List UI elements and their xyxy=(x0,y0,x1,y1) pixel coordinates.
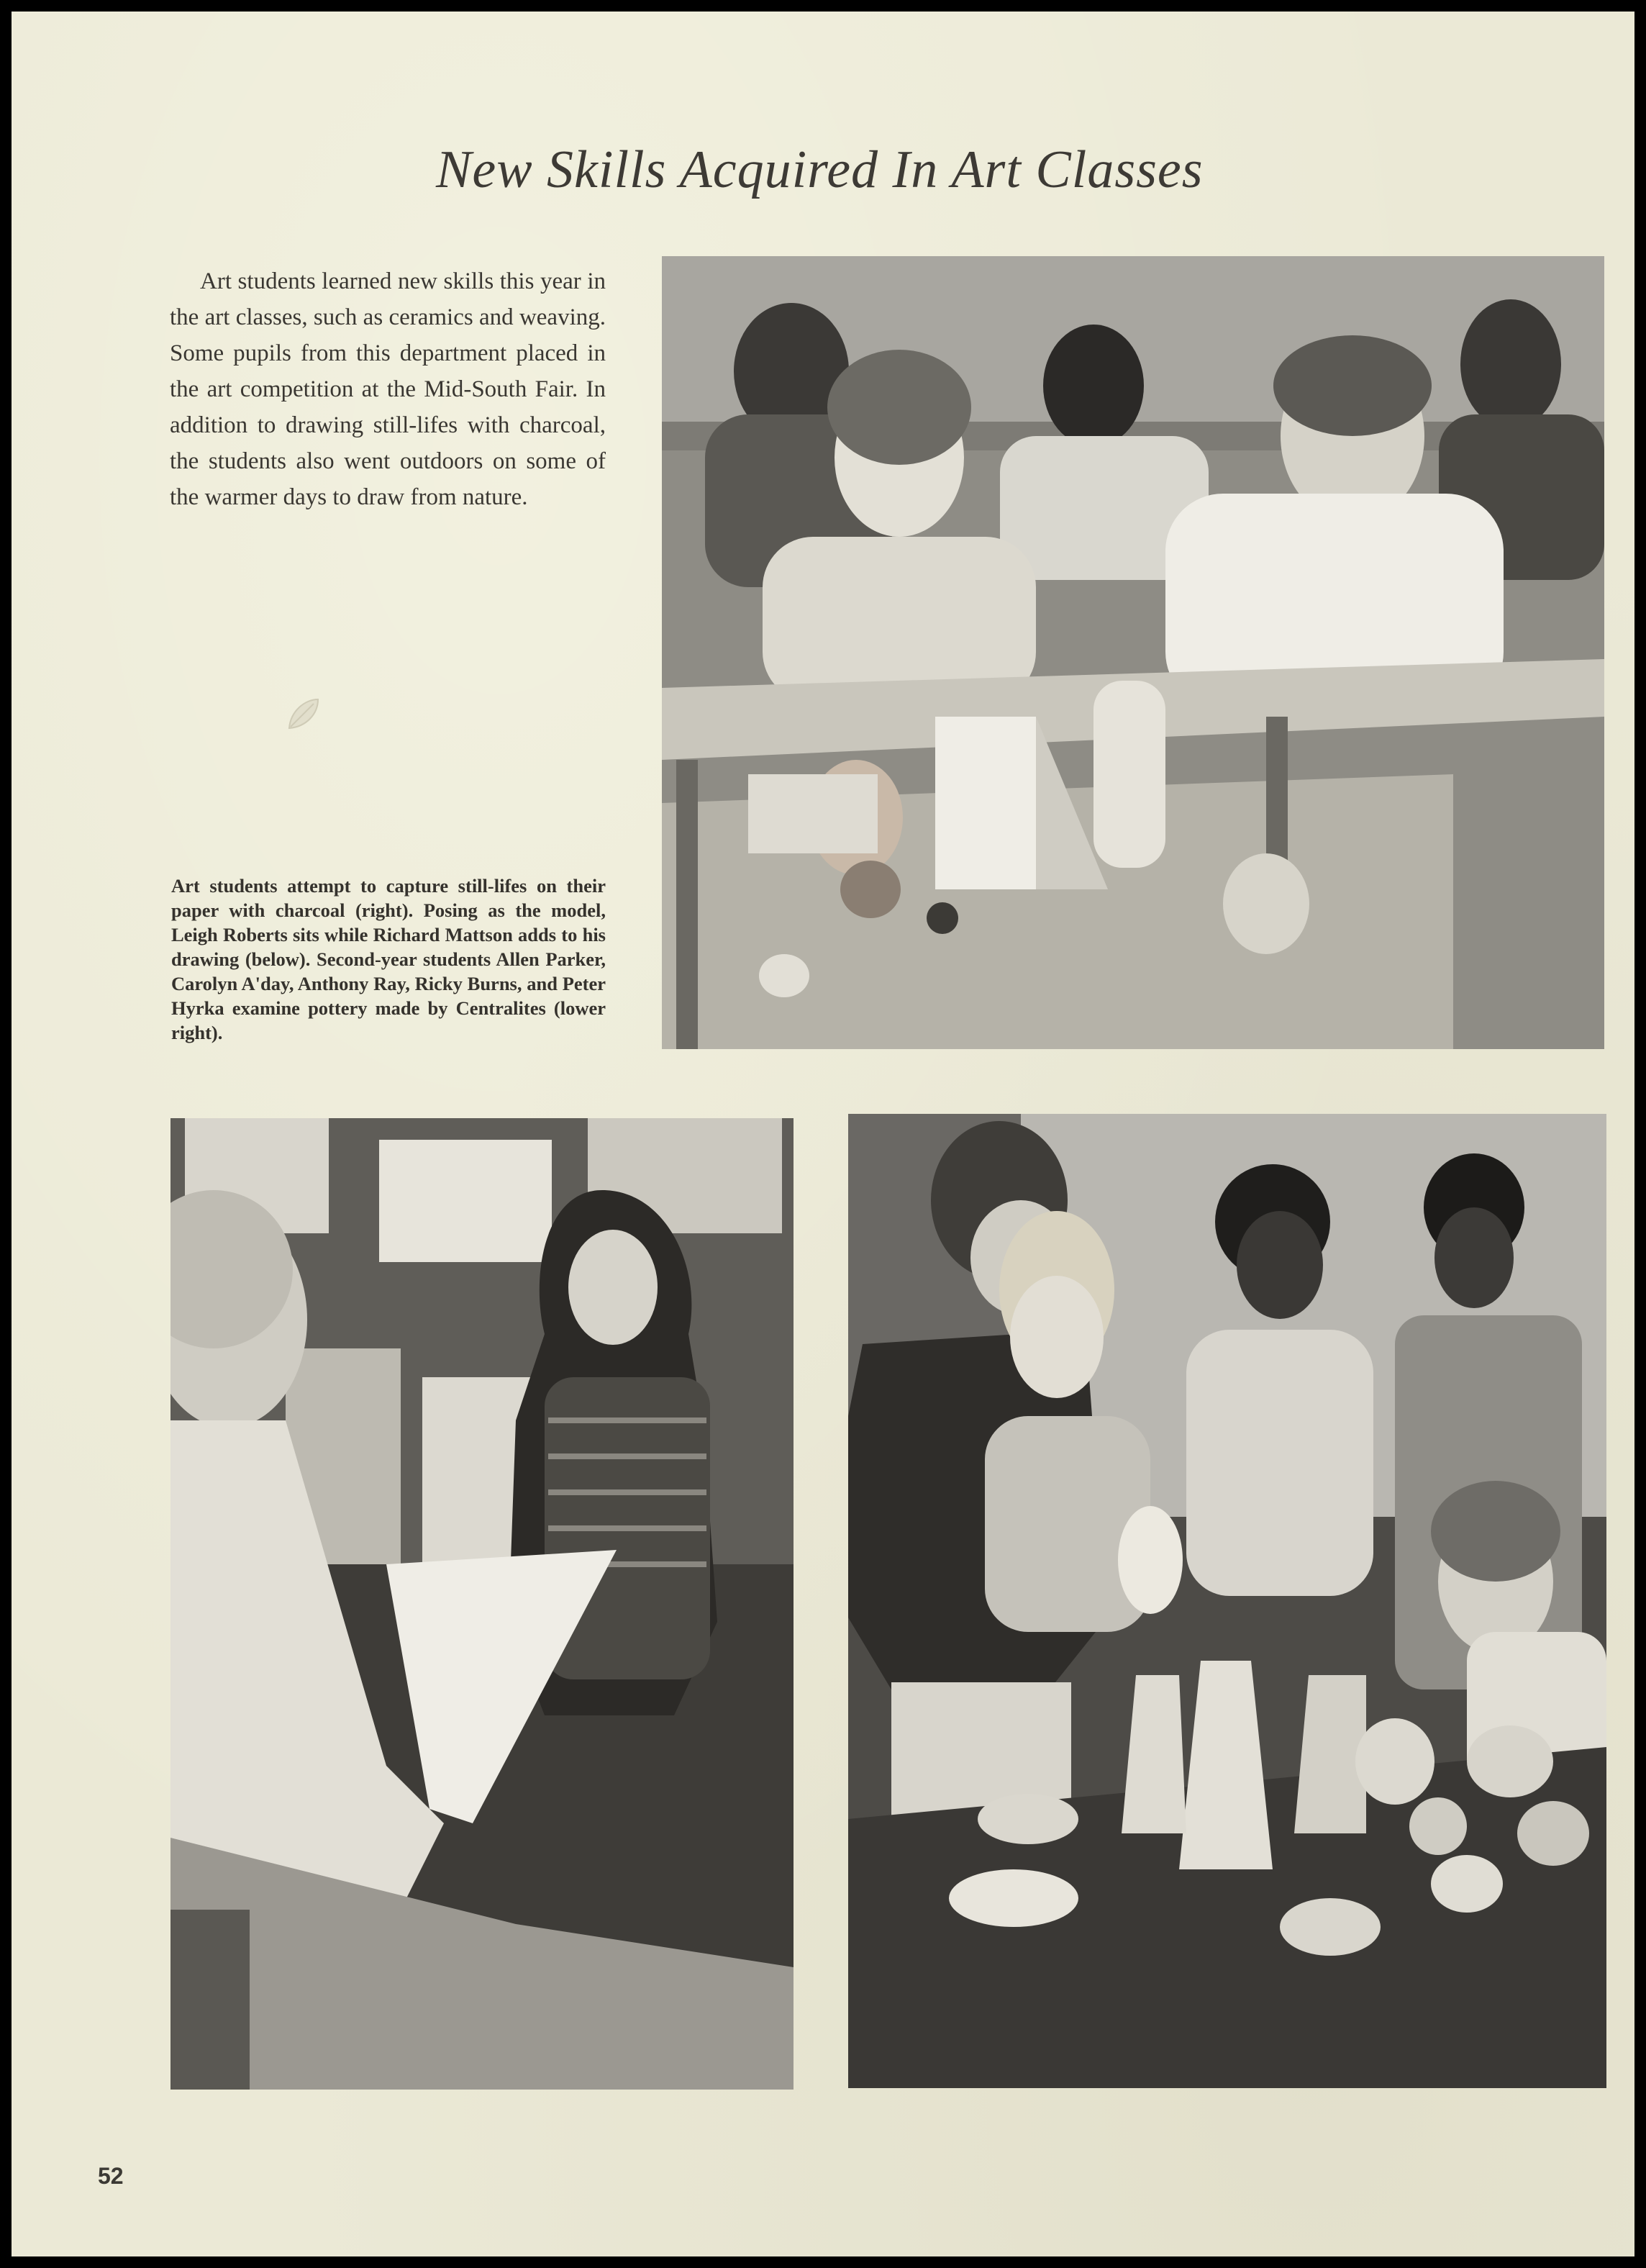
photo-pottery-graphic xyxy=(848,1114,1606,2088)
page-number: 52 xyxy=(98,2163,124,2189)
leaf-emblem-icon xyxy=(283,694,324,734)
yearbook-page xyxy=(12,12,1634,2256)
page-title: New Skills Acquired In Art Classes xyxy=(436,140,1204,199)
intro-paragraph: Art students learned new skills this year in the art classes, such as ceramics and weaving. Some pupils from this department placed in the art competition at the Mid-South Fair. In addition to drawing still-lifes with charcoal, the students also went outdoors on some of the warmer days to draw from nature. xyxy=(170,268,606,510)
photo-pottery-examination xyxy=(848,1114,1606,2088)
photo-still-life-drawing xyxy=(662,256,1604,1049)
photo-portrait-drawing xyxy=(170,1118,794,2090)
photo-still-life-graphic xyxy=(662,256,1604,1049)
photo-caption: Art students attempt to capture still-lifes on their paper with charcoal (right). Posing as the model, Leigh Roberts sits while Richard Mattson adds to his drawing (below). Second-year students Allen Parker, Carolyn A'day, Anthony Ray, Ricky Burns, and Peter Hyrka examine pottery made by Centralites (lower right). xyxy=(171,875,606,1043)
photo-portrait-graphic xyxy=(170,1118,794,2090)
